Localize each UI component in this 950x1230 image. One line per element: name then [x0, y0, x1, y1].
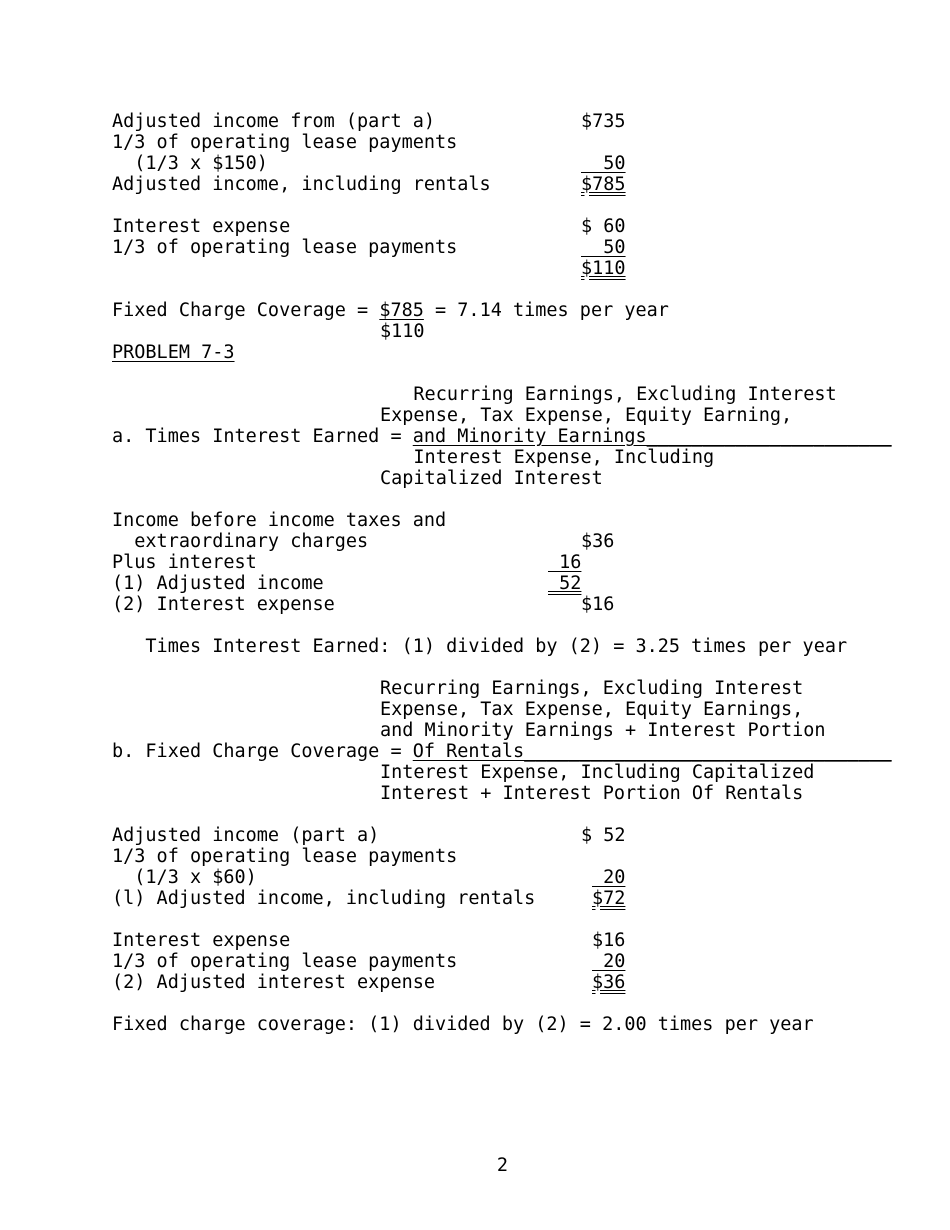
part-b-numerator-line-2: Expense, Tax Expense, Equity Earnings, — [380, 699, 804, 720]
fixed-charge-prefix: Fixed Charge Coverage = — [112, 300, 380, 321]
part-a-row-interest-expense-label: (2) Interest expense — [112, 594, 335, 615]
part-b-label: b. Fixed Charge Coverage = — [112, 741, 413, 762]
line-adjusted-income-label: Adjusted income from (part a) — [112, 111, 436, 132]
part-b-row-lease-calc-label: (1/3 x $60) — [112, 867, 257, 888]
part-b-formula-line — [112, 741, 892, 762]
part-a-rule-tail: ______ — [824, 426, 892, 447]
part-a-denominator-line-1: Interest Expense, Including — [380, 447, 715, 468]
part-b-rule-tail: ___ — [858, 741, 892, 762]
fixed-charge-suffix: = 7.14 times per year — [423, 300, 669, 321]
part-b-result: Fixed charge coverage: (1) divided by (2) = 2.00 times per year — [112, 1014, 814, 1035]
part-a-numerator-line-2: Expense, Tax Expense, Equity Earning, — [380, 405, 793, 426]
part-a-row-plus-interest-label: Plus interest — [112, 552, 257, 573]
part-b-denominator-line-2: Interest + Interest Portion Of Rentals — [380, 783, 804, 804]
line-interest-expense-value: $ 60 — [581, 216, 626, 237]
line-lease-payments-label: 1/3 of operating lease payments — [112, 132, 458, 153]
fixed-charge-denominator: $110 — [380, 321, 425, 342]
part-a-row-plus-interest-value: 16 — [548, 552, 582, 573]
part-a-row-extraordinary-value: $36 — [581, 531, 615, 552]
part-a-numerator-line-1: Recurring Earnings, Excluding Interest — [380, 384, 837, 405]
part-b-denominator-line-1: Interest Expense, Including Capitalized — [380, 762, 815, 783]
line-adjusted-rentals-label: Adjusted income, including rentals — [112, 174, 491, 195]
part-b-row-lease-2-value: 20 — [592, 951, 626, 972]
part-b-row-lease-2-label: 1/3 of operating lease payments — [112, 951, 458, 972]
part-a-row-income-label: Income before income taxes and — [112, 510, 447, 531]
part-a-row-adjusted-income-value: 52 — [548, 573, 582, 594]
line-lease-calc-label: (1/3 x $150) — [112, 153, 268, 174]
page-number: 2 — [496, 1155, 509, 1176]
part-b-row-adjusted-interest-value: $36 — [592, 972, 626, 993]
part-b-row-adjusted-rentals-value: $72 — [592, 888, 626, 909]
part-b-numerator-line-4: Of Rentals______________________________ — [412, 741, 859, 762]
part-b-row-interest-expense-label: Interest expense — [112, 930, 291, 951]
part-b-row-lease-label: 1/3 of operating lease payments — [112, 846, 458, 867]
part-b-row-interest-expense-value: $16 — [592, 930, 626, 951]
part-b-numerator-line-1: Recurring Earnings, Excluding Interest — [380, 678, 804, 699]
part-a-row-interest-expense-value: $16 — [581, 594, 615, 615]
part-b-row-adjusted-income-label: Adjusted income (part a) — [112, 825, 380, 846]
part-a-result: Times Interest Earned: (1) divided by (2) = 3.25 times per year — [112, 636, 848, 657]
line-adjusted-income-value: $735 — [581, 111, 626, 132]
line-lease-payments-2-value: 50 — [581, 237, 626, 258]
part-b-row-adjusted-interest-label: (2) Adjusted interest expense — [112, 972, 436, 993]
part-b-row-adjusted-income-value: $ 52 — [581, 825, 626, 846]
line-interest-expense-label: Interest expense — [112, 216, 291, 237]
part-a-row-extraordinary-label: extraordinary charges — [112, 531, 369, 552]
part-a-denominator-line-2: Capitalized Interest — [380, 468, 603, 489]
line-adjusted-rentals-value: $785 — [581, 174, 626, 195]
part-b-numerator-line-3: and Minority Earnings + Interest Portion — [380, 720, 826, 741]
part-b-row-adjusted-rentals-label: (l) Adjusted income, including rentals — [112, 888, 536, 909]
fixed-charge-numerator: $785 — [379, 300, 424, 321]
line-lease-payments-2-label: 1/3 of operating lease payments — [112, 237, 458, 258]
problem-title: PROBLEM 7-3 — [112, 342, 235, 363]
fixed-charge-formula — [112, 300, 669, 321]
line-total-value: $110 — [581, 258, 626, 279]
part-a-numerator-line-3: and Minority Earnings________________ — [412, 426, 825, 447]
part-b-row-lease-calc-value: 20 — [592, 867, 626, 888]
part-a-label: a. Times Interest Earned = — [112, 426, 413, 447]
line-lease-calc-value: 50 — [581, 153, 626, 174]
part-a-row-adjusted-income-label: (1) Adjusted income — [112, 573, 324, 594]
part-a-formula-line — [112, 426, 892, 447]
